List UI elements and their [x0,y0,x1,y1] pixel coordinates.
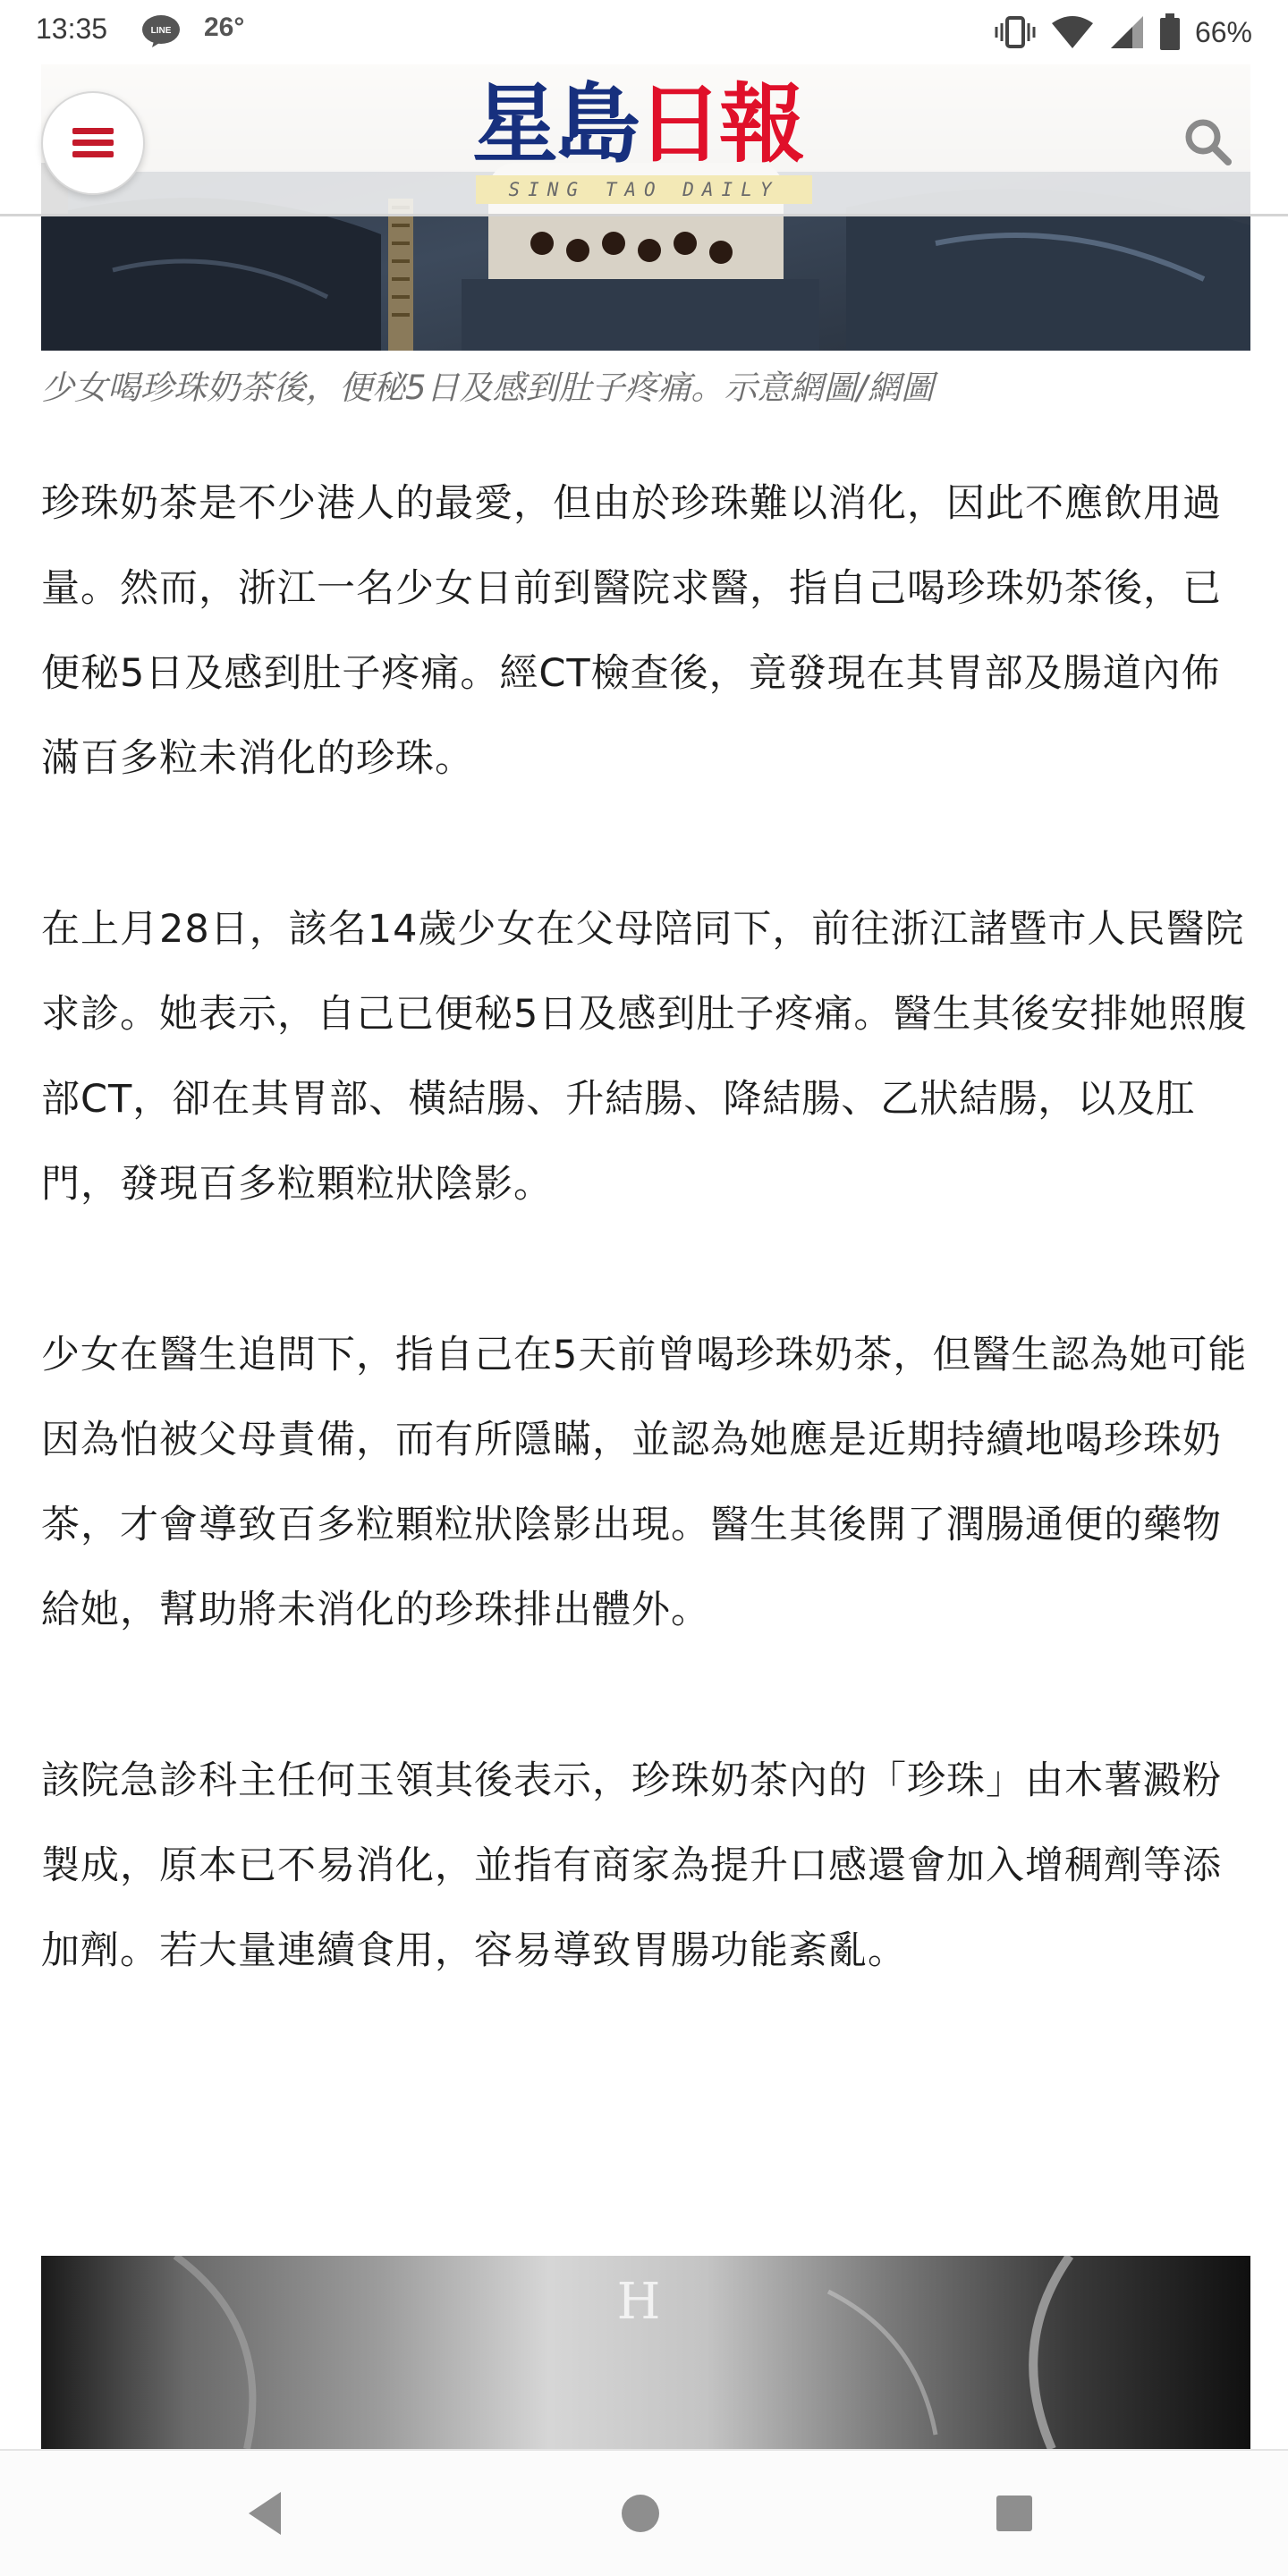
logo-chinese [472,75,816,174]
battery-icon [1159,13,1181,51]
logo-chinese-blue: 星島 [472,74,637,174]
ct-scan-image[interactable] [41,2256,1250,2449]
ct-scan-art [41,2256,1250,2449]
back-icon [245,2490,284,2537]
article-body [41,462,1250,2080]
article-paragraph: 該院急診科主任何玉領其後表示，珍珠奶茶內的「珍珠」由木薯澱粉製成，原本已不易消化，並指有商家為提升口感還會加入增稠劑等添加劑。若大量連續食用，容易導致胃腸功能紊亂。 [41,1758,1222,1973]
article-paragraph: 珍珠奶茶是不少港人的最愛，但由於珍珠難以消化，因此不應飲用過量。然而，浙江一名少女日前到醫院求醫，指自己喝珍珠奶茶後，已便秘5日及感到肚子疼痛。經CT檢查後，竟發現在其胃部及腸道內佈滿百多粒未消化的珍珠。 [41,481,1222,781]
site-logo[interactable] [472,75,816,206]
status-temperature: 26° [204,13,245,42]
status-bar [0,0,1288,64]
article-paragraph: 在上月28日，該名14歲少女在父母陪同下，前往浙江諸暨市人民醫院求診。她表示，自己已便秘5日及感到肚子疼痛。醫生其後安排她照腹部CT，卻在其胃部、橫結腸、升結腸、降結腸、乙狀結腸，以及肛門，發現百多粒顆粒狀陰影。 [41,907,1248,1207]
home-icon [620,2493,661,2534]
logo-english: SING TAO DAILY [476,175,812,204]
back-button[interactable] [233,2481,297,2546]
recent-apps-button[interactable] [982,2481,1046,2546]
menu-button[interactable] [41,91,145,195]
status-time: 13:35 [36,13,108,45]
recent-apps-icon [995,2494,1034,2533]
header-divider [0,214,1288,216]
line-icon-label: LINE [150,26,172,36]
logo-chinese-red: 日報 [637,74,801,174]
line-icon [141,14,181,48]
vibrate-icon [995,14,1036,50]
search-button[interactable] [1177,111,1238,172]
system-nav-bar [0,2449,1288,2576]
photo-caption: 少女喝珍珠奶茶後，便秘5日及感到肚子疼痛。示意網圖/網圖 [41,369,935,407]
hamburger-menu-icon [72,126,114,160]
site-header [0,64,1288,216]
battery-percentage: 66% [1194,15,1252,48]
search-icon [1183,117,1232,165]
wifi-icon [1050,14,1095,50]
article-paragraph: 少女在醫生追問下，指自己在5天前曾喝珍珠奶茶，但醫生認為她可能因為怕被父母責備，而有所隱瞞，並認為她應是近期持續地喝珍珠奶茶，才會導致百多粒顆粒狀陰影出現。醫生其後開了潤腸通便的藥物給她，幫助將未消化的珍珠排出體外。 [41,1333,1248,1632]
home-button[interactable] [608,2481,673,2546]
xray-marker: H [616,2273,661,2331]
signal-icon [1109,14,1145,50]
status-right-icons [995,9,1252,55]
